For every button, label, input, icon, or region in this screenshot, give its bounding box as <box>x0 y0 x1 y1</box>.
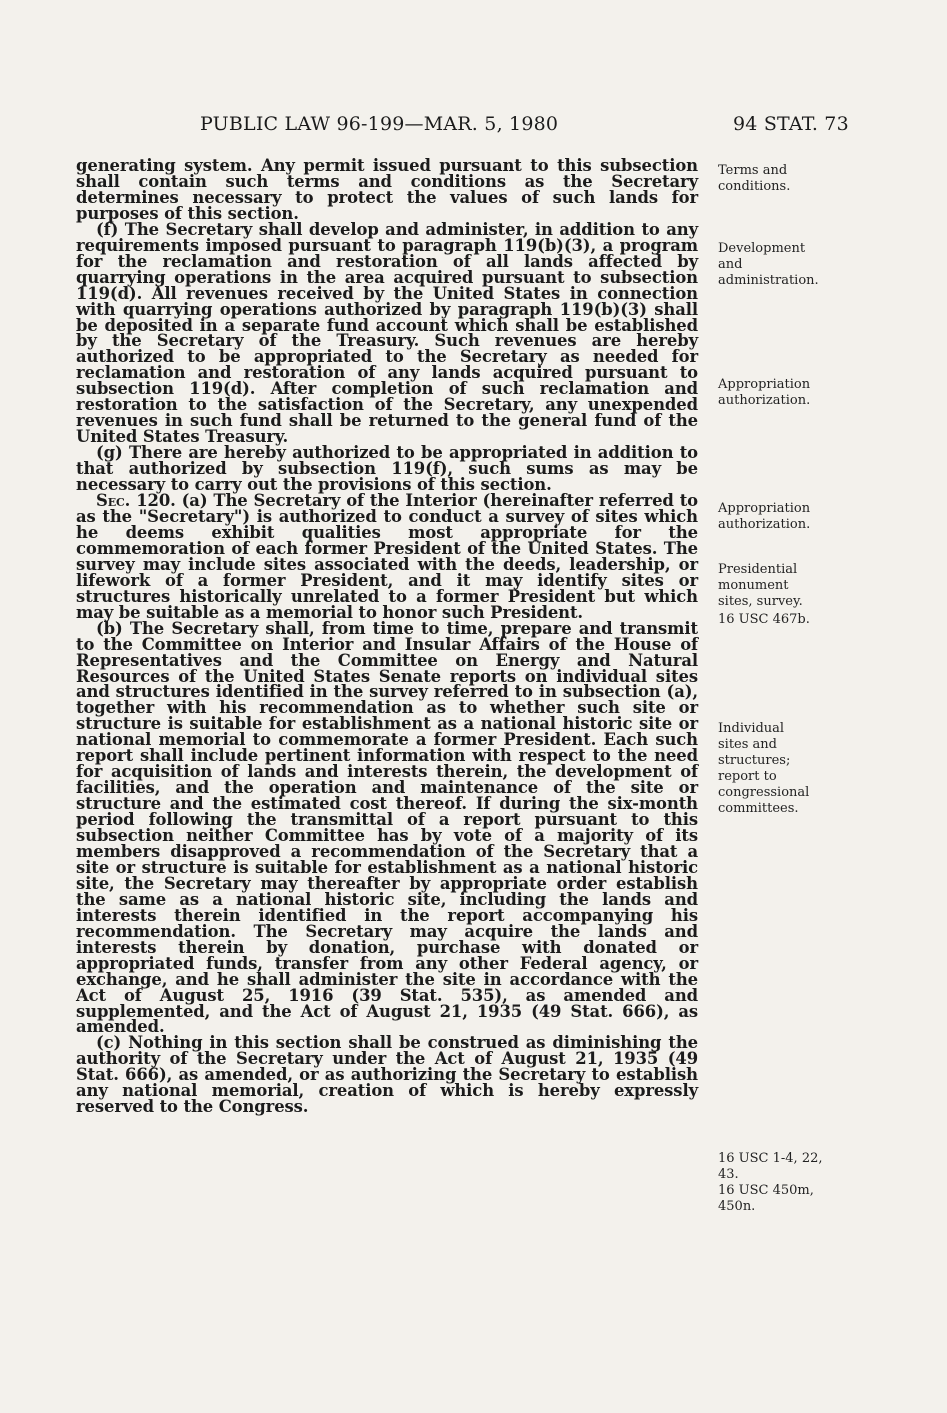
section-120-a <box>76 493 698 621</box>
margin-note-individual-sites: Individual sites and structures; report to congressional committees. <box>718 721 810 816</box>
paragraph-b: (b) The Secretary shall, from time to time, prepare and transmit to the Committee on Interior and Insular Affairs of the House of Representatives and the Committee on Energy and Natural Resources of the United States Senate reports on individual sites and structures identified in the survey referred to in subsection (a), together with his recommendation as to whether such site or structure is suitable for establishment as a national historic site or national memorial to commemorate a former President. Each such report shall include pertinent information with respect to the need for acquisition of lands and interests therein, the development of facilities, and the operation and maintenance of the site or structure and the estimated cost thereof. If during the six-month period following the transmittal of a report pursuant to this subsection neither Committee has by vote of a majority of its members disapproved a recommendation of the Secretary that a site or structure is suitable for establishment as a national historic site, the Secretary may thereafter by appropriate order establish the same as a national historic site, including the lands and interests therein identified in the report accompanying his recommendation. The Secretary may acquire the lands and interests therein by donation, purchase with donated or appropriated funds, transfer from any other Federal agency, or exchange, and he shall administer the site in accordance with the Act of August 25, 1916 (39 Stat. 535), as amended and supplemented, and the Act of August 21, 1935 (49 Stat. 666), as amended. <box>76 618 698 1037</box>
page-header <box>0 113 947 143</box>
statute-body <box>76 158 698 1115</box>
margin-note-development: Development and administration. <box>718 241 819 288</box>
margin-note-appropriation-2: Appropriation authorization. <box>718 501 811 532</box>
paragraph-f: (f) The Secretary shall develop and administer, in addition to any requirements imposed pursuant to paragraph 119(b)(3), a program for the reclamation and restoration of all lands affected by quarrying operations in the area acquired pursuant to subsection 119(d). All revenues received by the United States in connection with quarrying operations authorized by paragraph 119(b)(3) shall be deposited in a separate fund account which shall be established by the Secretary of the Treasury. Such revenues are hereby authorized to be appropriated to the Secretary as needed for reclamation and restoration of any lands acquired pursuant to subsection 119(d). After completion of such reclamation and restoration to the satisfaction of the Secretary, any unexpended revenues in such fund shall be returned to the general fund of the United States Treasury. <box>76 219 698 447</box>
paragraph-g: (g) There are hereby authorized to be appropriated in addition to that authorized by subsection 119(f), such sums as may be necessary to carry out the provisions of this section. <box>76 443 698 495</box>
section-label: Sec. <box>96 491 131 511</box>
paragraph-continuation: generating system. Any permit issued pursuant to this subsection shall contain such terms and conditions as the Secretary determines necessary to protect the values of such lands for purposes of this section. <box>76 156 698 223</box>
margin-note-usc-citations: 16 USC 1-4, 22, 43. 16 USC 450m, 450n. <box>718 1151 823 1214</box>
page-number: 94 STAT. 73 <box>733 113 849 135</box>
header-title: PUBLIC LAW 96-199—MAR. 5, 1980 <box>200 113 559 135</box>
margin-note-appropriation-1: Appropriation authorization. <box>718 377 811 408</box>
section-120-a-text: 120. (a) The Secretary of the Interior (hereinafter referred to as the "Secretary") is authorized to conduct a survey of sites which he deems exhibit qualities most appropriate for the commemoration of each former President of the United States. The survey may include sites associated with the deeds, leadership, or lifework of a former President, and it may identify sites or structures historically unrelated to a former President but which may be suitable as a memorial to honor such President. <box>76 491 698 622</box>
margin-note-terms: Terms and conditions. <box>718 163 791 194</box>
paragraph-c: (c) Nothing in this section shall be construed as diminishing the authority of the Secretary under the Act of August 21, 1935 (49 Stat. 666), as amended, or as authorizing the Secretary to establish any national memorial, creation of which is hereby expressly reserved to the Congress. <box>76 1033 698 1117</box>
margin-note-presidential-sites: Presidential monument sites, survey. 16 USC 467b. <box>718 562 810 627</box>
